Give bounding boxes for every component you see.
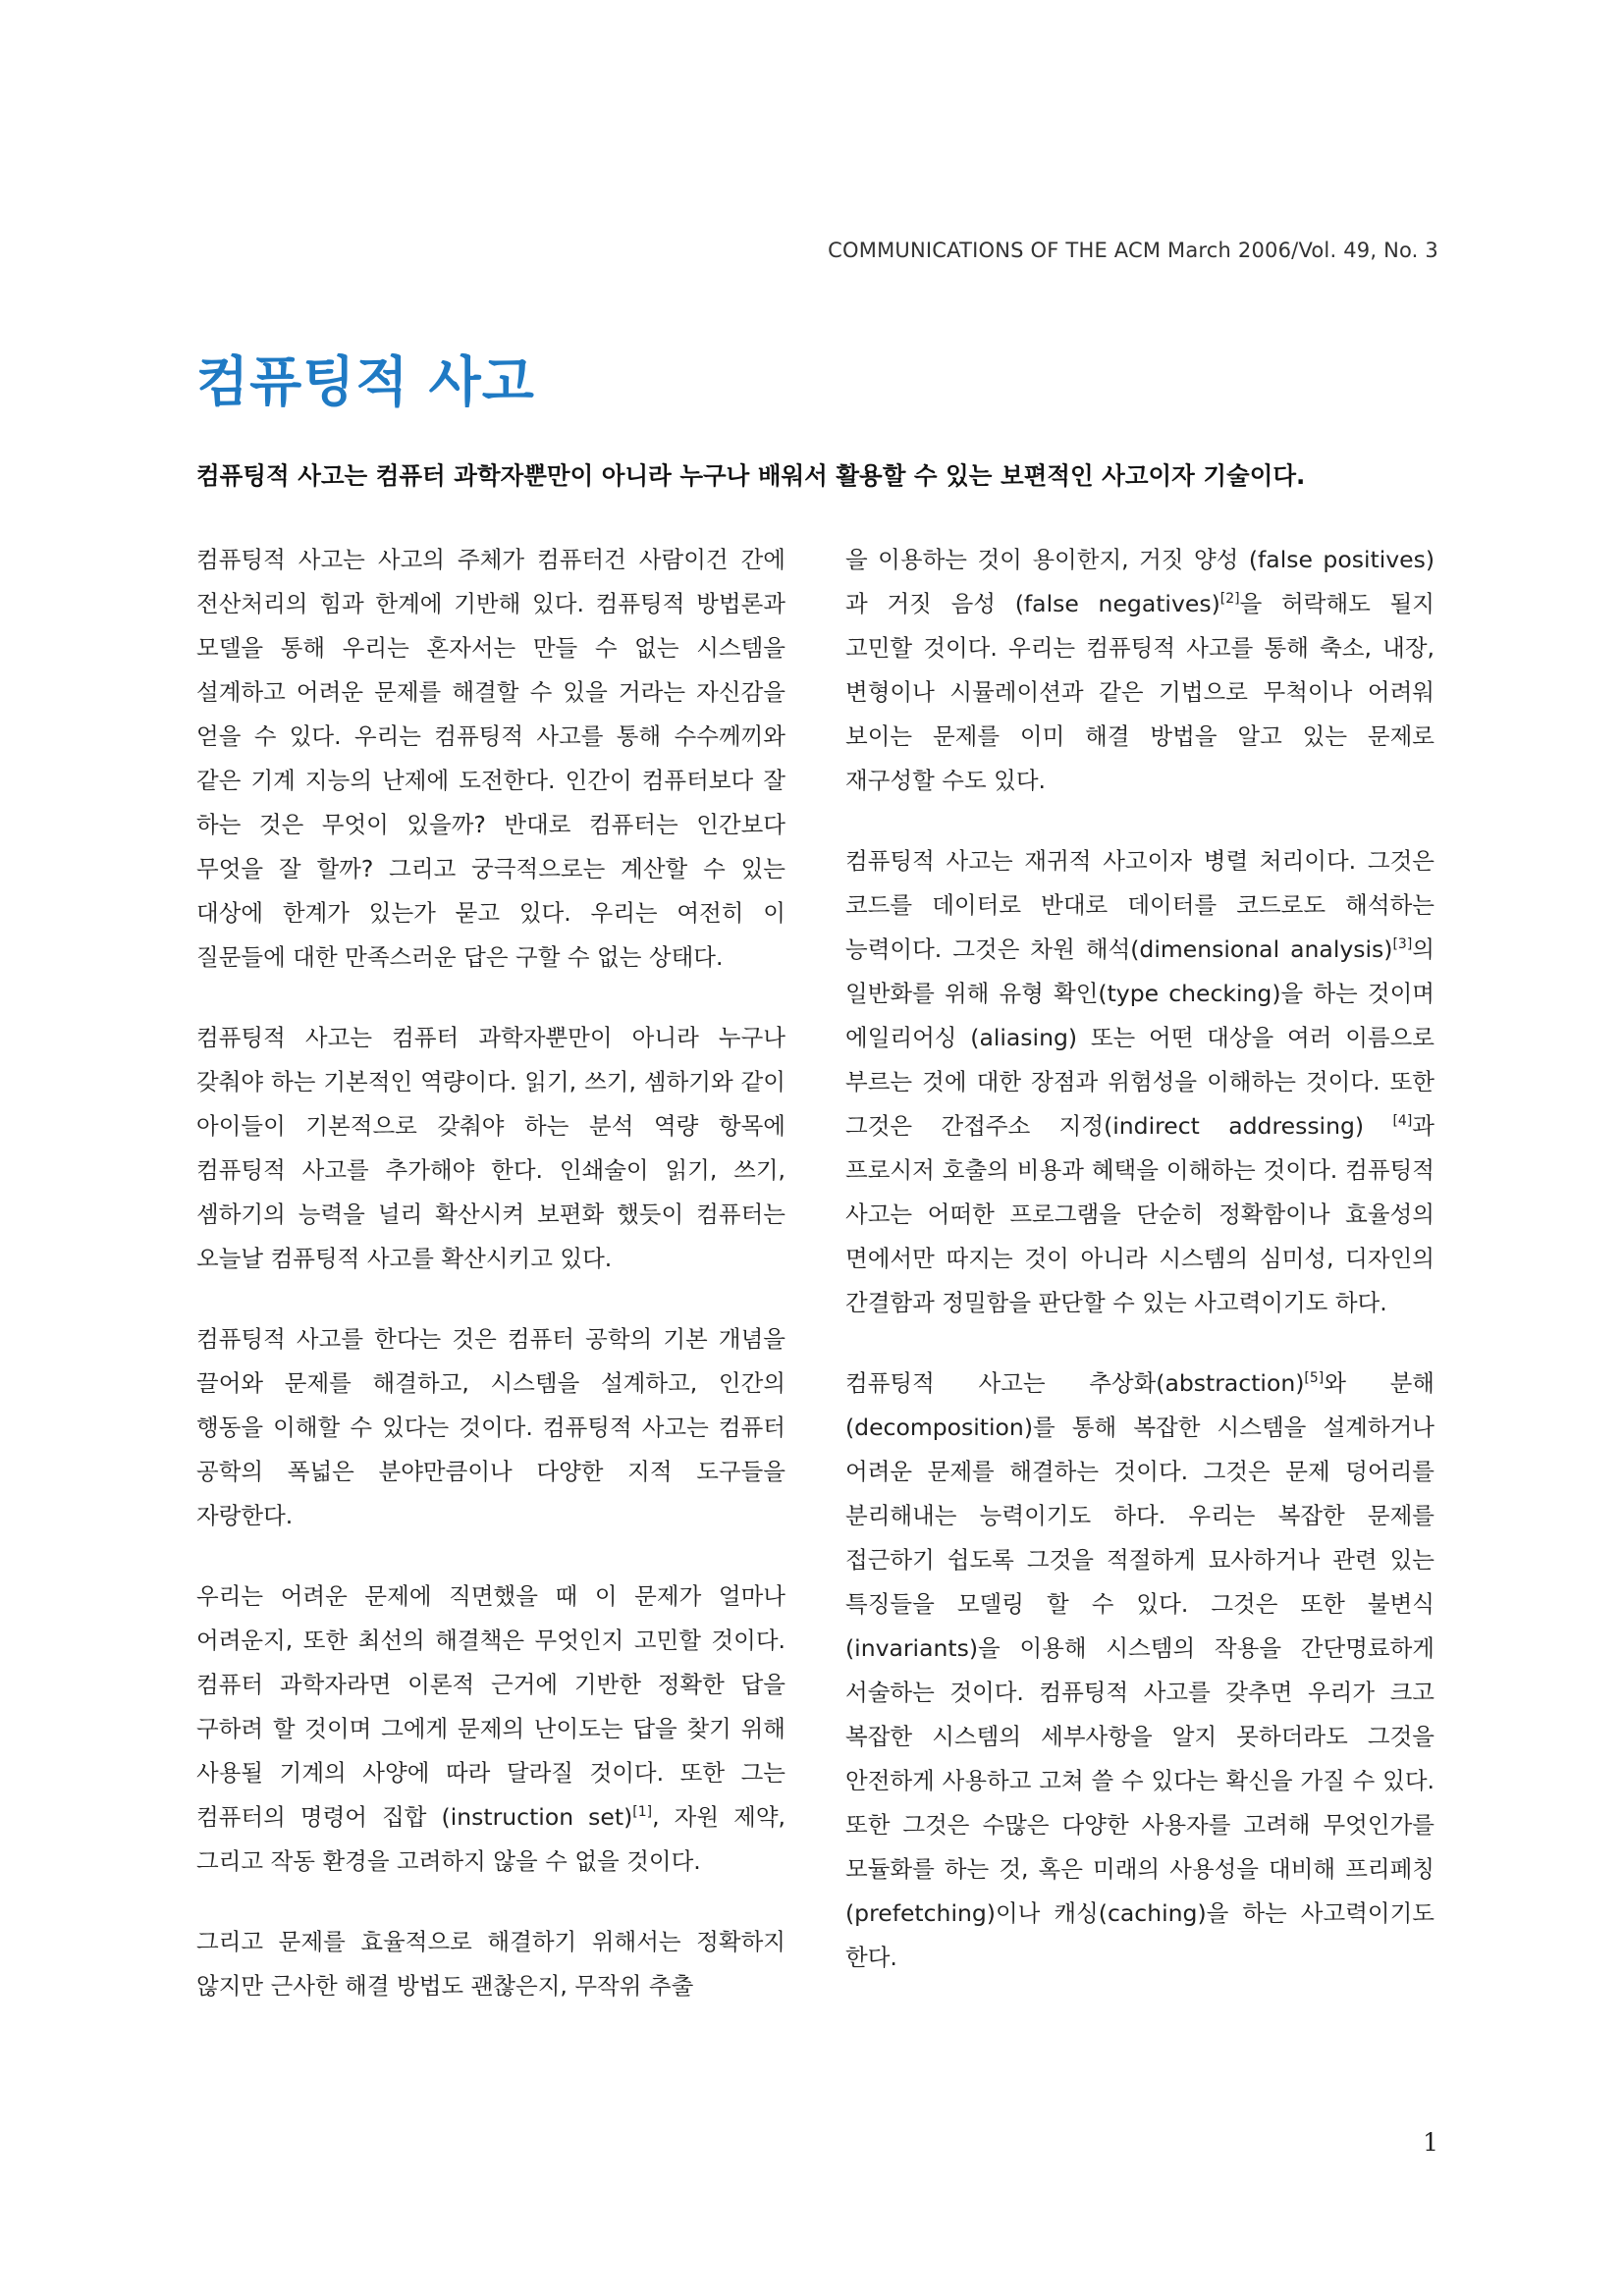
paragraph-text: 컴퓨팅적 사고는 재귀적 사고이자 병렬 처리이다. 그것은 코드를 데이터로 반대로 데이터를 코드로도 해석하는 능력이다. 그것은 차원 해석(dimensional analysis): [845, 847, 1435, 963]
paragraph-text: 의 일반화를 위해 유형 확인(type checking)을 하는 것이며 에일리어싱 (aliasing) 또는 어떤 대상을 여러 이름으로 부르는 것에 대한 장점과 위험성을 이해하는 것이다. 또한 그것은 간접주소 지정(indirect addressing): [845, 935, 1435, 1140]
paragraph: [845, 1362, 1435, 1980]
footnote-ref[interactable]: [4]: [1392, 1113, 1413, 1129]
paragraph-text: 컴퓨팅적 사고는 추상화(abstraction): [845, 1369, 1305, 1397]
paragraph-text: 와 분해(decomposition)를 통해 복잡한 시스템을 설계하거나 어려운 문제를 해결하는 것이다. 그것은 문제 덩어리를 분리해내는 능력이기도 하다. 우리는 복잡한 문제를 접근하기 쉽도록 그것을 적절하게 묘사하거나 관련 있는 특징들을 모델링 할 수 있다. 그것은 또한 불변식(invariants)을 이용해 시스템의 작용을 간단명료하게 서술하는 것이다. 컴퓨팅적 사고를 갖추면 우리가 크고 복잡한 시스템의 세부사항을 알지 못하더라도 그것을 안전하게 사용하고 고쳐 쓸 수 있다는 확신을 가질 수 있다. 또한 그것은 수많은 다양한 사용자를 고려해 무엇인가를 모듈화를 하는 것, 혹은 미래의 사용성을 대비해 프리페칭(prefetching)이나 캐싱(caching)을 하는 사고력이기도 한다.: [845, 1369, 1435, 1971]
left-column: [196, 538, 785, 2045]
footnote-ref[interactable]: [2]: [1219, 591, 1240, 607]
paragraph: 컴퓨팅적 사고는 사고의 주체가 컴퓨터건 사람이건 간에 전산처리의 힘과 한계에 기반해 있다. 컴퓨팅적 방법론과 모델을 통해 우리는 혼자서는 만들 수 없는 시스템을 설계하고 어려운 문제를 해결할 수 있을 거라는 자신감을 얻을 수 있다. 우리는 컴퓨팅적 사고를 통해 수수께끼와 같은 기계 지능의 난제에 도전한다. 인간이 컴퓨터보다 잘 하는 것은 무엇이 있을까? 반대로 컴퓨터는 인간보다 무엇을 잘 할까? 그리고 궁극적으로는 계산할 수 있는 대상에 한계가 있는가 묻고 있다. 우리는 여전히 이 질문들에 대한 만족스러운 답은 구할 수 없는 상태다.: [196, 546, 785, 971]
paragraph: 컴퓨팅적 사고를 한다는 것은 컴퓨터 공학의 기본 개념을 끌어와 문제를 해결하고, 시스템을 설계하고, 인간의 행동을 이해할 수 있다는 것이다. 컴퓨팅적 사고는 컴퓨터 공학의 폭넓은 분야만큼이나 다양한 지적 도구들을 자랑한다.: [196, 1325, 785, 1529]
footnote-ref[interactable]: [5]: [1304, 1370, 1325, 1386]
paragraph: [845, 538, 1435, 803]
paragraph-text: 을 허락해도 될지 고민할 것이다. 우리는 컴퓨팅적 사고를 통해 축소, 내장, 변형이나 시뮬레이션과 같은 기법으로 무척이나 어려워 보이는 문제를 이미 해결 방법을 알고 있는 문제로 재구성할 수도 있다.: [845, 590, 1435, 794]
footnote-ref[interactable]: [1]: [632, 1804, 653, 1820]
paragraph-text: 우리는 어려운 문제에 직면했을 때 이 문제가 얼마나 어려운지, 또한 최선의 해결책은 무엇인지 고민할 것이다. 컴퓨터 과학자라면 이론적 근거에 기반한 정확한 답을 구하려 할 것이며 그에게 문제의 난이도는 답을 찾기 위해 사용될 기계의 사양에 따라 달라질 것이다. 또한 그는 컴퓨터의 명령어 집합 (instruction set): [196, 1582, 785, 1831]
paragraph: [845, 839, 1435, 1325]
paragraph-text: 과 프로시저 호출의 비용과 혜택을 이해하는 것이다. 컴퓨팅적 사고는 어떠한 프로그램을 단순히 정확함이나 효율성의 면에서만 따지는 것이 아니라 시스템의 심미성, 디자인의 간결함과 정밀함을 판단할 수 있는 사고력이기도 하다.: [845, 1112, 1435, 1316]
paragraph: 컴퓨팅적 사고는 컴퓨터 과학자뿐만이 아니라 누구나 갖춰야 하는 기본적인 역량이다. 읽기, 쓰기, 셈하기와 같이 아이들이 기본적으로 갖춰야 하는 분석 역량 항목에 컴퓨팅적 사고를 추가해야 한다. 인쇄술이 읽기, 쓰기, 셈하기의 능력을 널리 확산시켜 보편화 했듯이 컴퓨터는 오늘날 컴퓨팅적 사고를 확산시키고 있다.: [196, 1024, 785, 1272]
paragraph-text: , 자원 제약, 그리고 작동 환경을 고려하지 않을 수 없을 것이다.: [196, 1803, 785, 1875]
footnote-ref[interactable]: [3]: [1392, 936, 1413, 952]
article-subtitle: 컴퓨팅적 사고는 컴퓨터 과학자뿐만이 아니라 누구나 배워서 활용할 수 있는 보편적인 사고이자 기술이다.: [196, 461, 1306, 490]
paragraph: 그리고 문제를 효율적으로 해결하기 위해서는 정확하지 않지만 근사한 해결 방법도 괜찮은지, 무작위 추출: [196, 1928, 785, 2000]
right-column: [845, 538, 1435, 2016]
paragraph: [196, 1575, 785, 1884]
paragraph-text: 을 이용하는 것이 용이한지, 거짓 양성 (false positives)과 거짓 음성 (false negatives): [845, 546, 1435, 617]
publication-header: COMMUNICATIONS OF THE ACM March 2006/Vol. 49, No. 3: [828, 239, 1438, 262]
page-number: 1: [1423, 2128, 1438, 2157]
article-title: 컴퓨팅적 사고: [196, 350, 535, 413]
